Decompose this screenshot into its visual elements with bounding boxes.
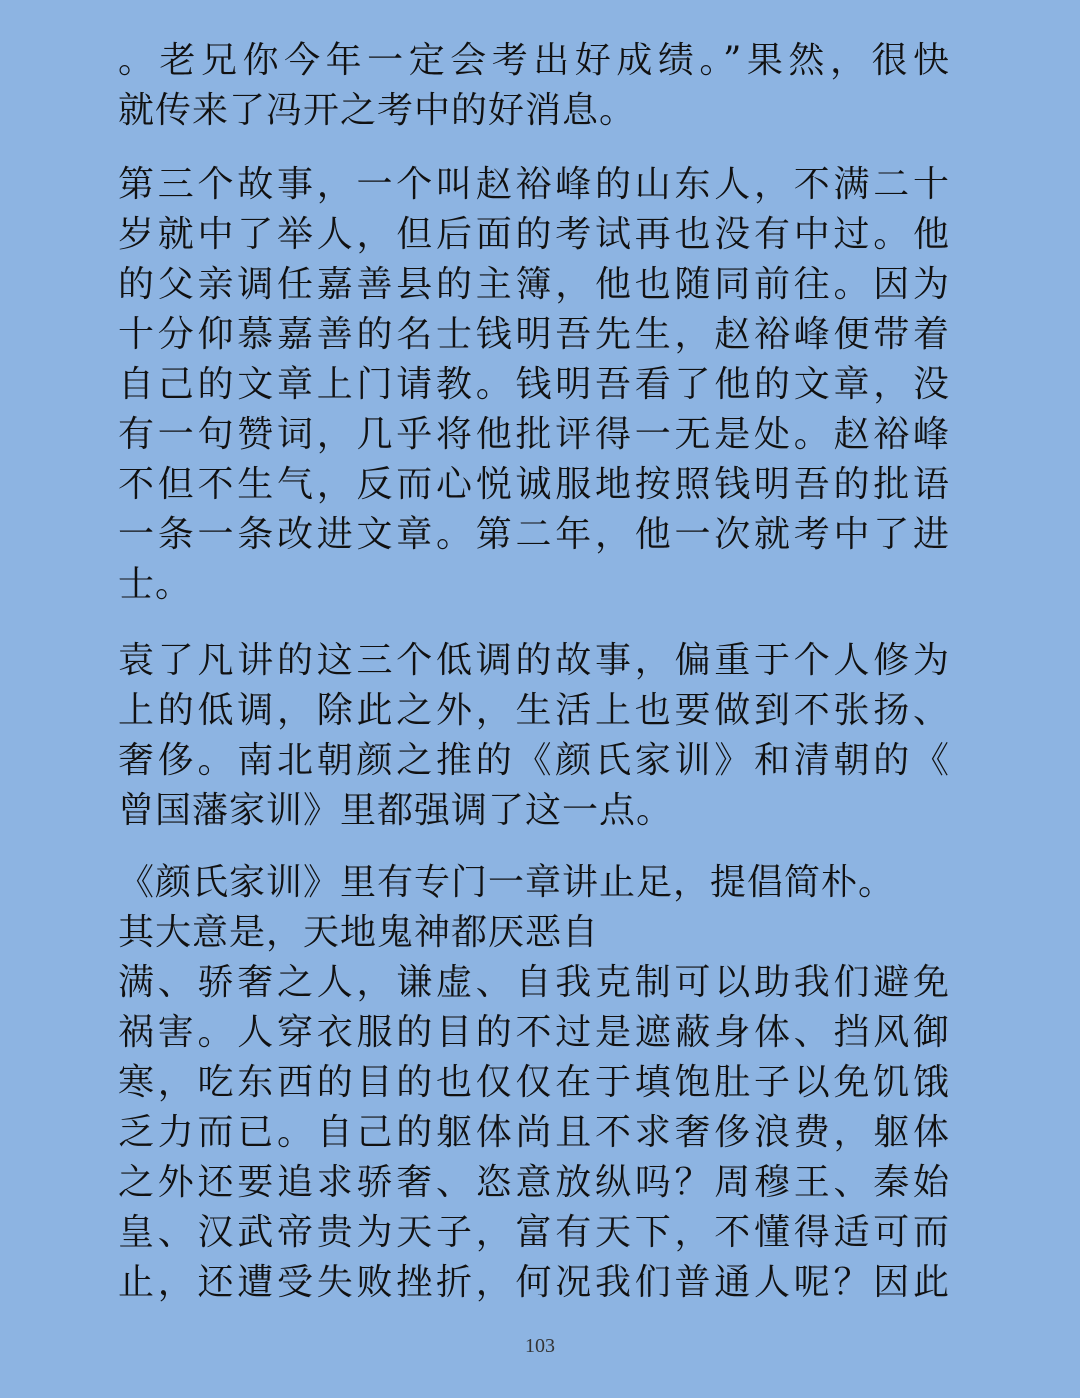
paragraph-3 <box>118 636 950 836</box>
page-number: 103 <box>525 1335 555 1357</box>
text-line: 上的低调，除此之外，生活上也要做到不张扬、 <box>118 690 950 731</box>
text-line: 曾国藩家训》里都强调了这一点。 <box>118 790 674 831</box>
text-line: 一条一条改进文章。第二年，他一次就考中了进 <box>118 514 950 555</box>
text-line: 自己的文章上门请教。钱明吾看了他的文章，没 <box>118 364 950 405</box>
text-line: 乏力而已。自己的躯体尚且不求奢侈浪费，躯体 <box>118 1112 950 1153</box>
text-line: 岁就中了举人，但后面的考试再也没有中过。他 <box>118 214 950 255</box>
text-line: 士。 <box>118 564 193 605</box>
text-line: 其大意是，天地鬼神都厌恶自 <box>118 912 600 953</box>
text-line: 皇、汉武帝贵为天子，富有天下，不懂得适可而 <box>118 1212 950 1253</box>
paragraph-4 <box>118 858 950 1308</box>
text-line: 奢侈。南北朝颜之推的《颜氏家训》和清朝的《 <box>118 740 950 781</box>
text-line: 有一句赞词，几乎将他批评得一无是处。赵裕峰 <box>118 414 950 455</box>
text-line: 祸害。人穿衣服的目的不过是遮蔽身体、挡风御 <box>118 1012 950 1053</box>
text-line: 不但不生气，反而心悦诚服地按照钱明吾的批语 <box>118 464 950 505</box>
text-line: 满、骄奢之人，谦虚、自我克制可以助我们避免 <box>118 962 950 1003</box>
text-line: 的父亲调任嘉善县的主簿，他也随同前往。因为 <box>118 264 950 305</box>
text-line: 之外还要追求骄奢、恣意放纵吗？周穆王、秦始 <box>118 1162 950 1203</box>
paragraph-1 <box>118 36 950 136</box>
text-line: 止，还遭受失败挫折，何况我们普通人呢？因此 <box>118 1262 950 1303</box>
text-line: 寒，吃东西的目的也仅仅在于填饱肚子以免饥饿 <box>118 1062 950 1103</box>
text-line: 十分仰慕嘉善的名士钱明吾先生，赵裕峰便带着 <box>118 314 950 355</box>
text-line: 袁了凡讲的这三个低调的故事，偏重于个人修为 <box>118 640 950 681</box>
text-line: 就传来了冯开之考中的好消息。 <box>118 90 637 131</box>
text-line: 。老兄你今年一定会考出好成绩。”果然，很快 <box>118 40 950 81</box>
text-line: 第三个故事，一个叫赵裕峰的山东人，不满二十 <box>118 164 950 205</box>
text-line: 《颜氏家训》里有专门一章讲止足，提倡简朴。 <box>118 862 896 903</box>
paragraph-2 <box>118 160 950 610</box>
